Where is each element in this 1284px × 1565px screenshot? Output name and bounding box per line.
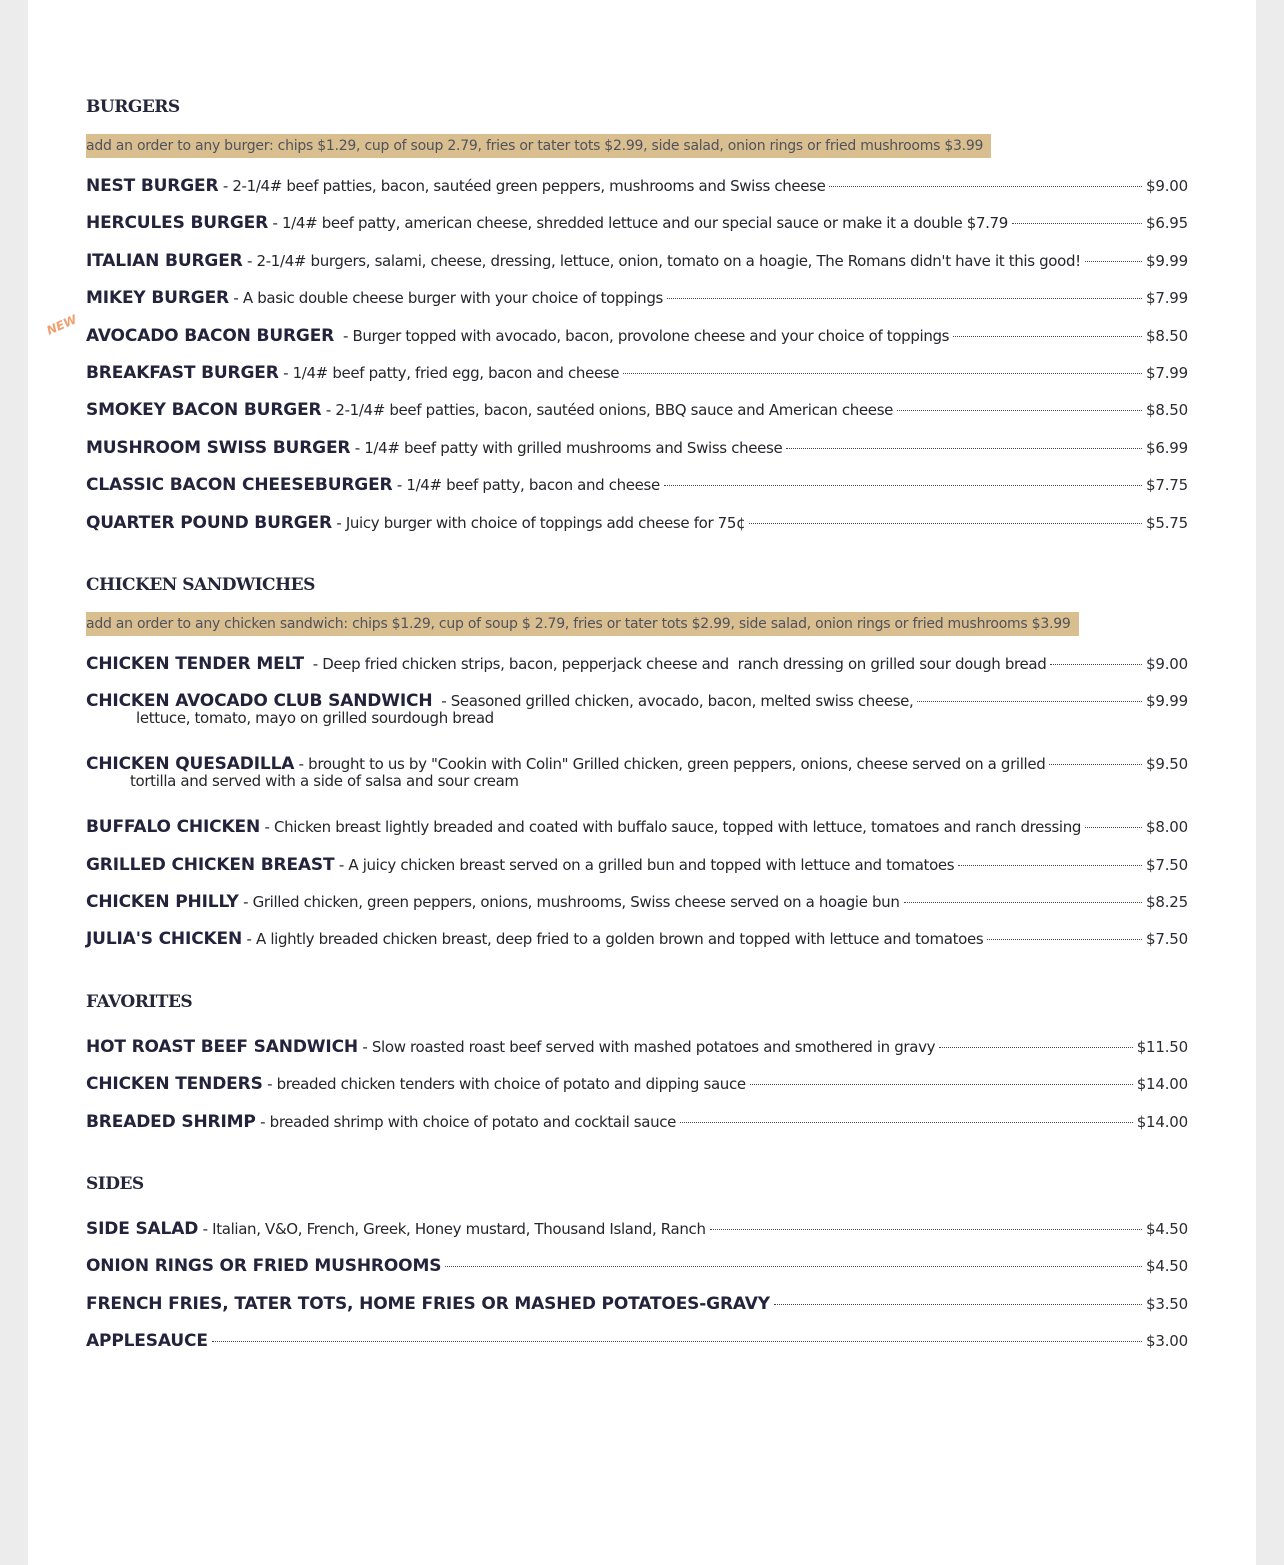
menu-item — [86, 1286, 1188, 1323]
item-name: QUARTER POUND BURGER — [86, 512, 332, 533]
item-price: $11.50 — [1136, 1037, 1188, 1056]
dot-leader — [987, 939, 1142, 940]
item-price: $3.50 — [1146, 1294, 1188, 1313]
menu-item — [86, 1066, 1188, 1103]
spacer — [86, 542, 1188, 572]
item-name: ITALIAN BURGER — [86, 250, 243, 271]
item-description: - Juicy burger with choice of toppings add cheese for 75¢ — [331, 513, 746, 532]
item-price: $9.00 — [1146, 177, 1188, 195]
menu-item — [86, 1323, 1188, 1360]
menu-page — [28, 0, 1256, 1565]
item-price: $6.99 — [1146, 438, 1188, 457]
item-price: $5.75 — [1146, 513, 1188, 532]
item-price: $8.50 — [1146, 401, 1188, 420]
menu-item — [86, 1029, 1188, 1066]
item-price: $4.50 — [1146, 1220, 1188, 1239]
section-title: CHICKEN SANDWICHES — [86, 574, 315, 595]
item-name: BREAKFAST BURGER — [86, 362, 279, 383]
item-price: $8.25 — [1146, 893, 1188, 912]
item-description: - 1/4# beef patty, fried egg, bacon and cheese — [278, 363, 620, 382]
add-on-banner: add an order to any chicken sandwich: chips $1.29, cup of soup $ 2.79, fries or tater tots $2.99, side salad, onion rings or fried mushrooms $3.99 — [86, 612, 1079, 636]
dot-leader — [786, 448, 1142, 449]
menu-item — [86, 921, 1188, 958]
item-price: $7.99 — [1146, 363, 1188, 382]
menu-item — [86, 1104, 1188, 1141]
item-description-continued: tortilla and served with a side of salsa and sour cream — [130, 772, 519, 791]
item-description: - Burger topped with avocado, bacon, provolone cheese and your choice of toppings — [334, 326, 950, 345]
dot-leader — [958, 865, 1142, 866]
dot-leader — [774, 1304, 1142, 1305]
spacer — [86, 959, 1188, 989]
item-name: CHICKEN TENDER MELT — [86, 653, 304, 674]
item-description: - A basic double cheese burger with your choice of toppings — [228, 289, 663, 308]
item-name: BUFFALO CHICKEN — [86, 817, 261, 838]
section-title: BURGERS — [86, 97, 180, 117]
item-price: $9.99 — [1146, 251, 1188, 270]
new-badge: NEW — [44, 311, 79, 338]
item-price: $8.00 — [1146, 818, 1188, 837]
item-description: - Grilled chicken, green peppers, onions, mushrooms, Swiss cheese served on a hoagie bun — [238, 893, 900, 912]
item-name: APPLESAUCE — [86, 1331, 208, 1352]
item-price: $3.00 — [1146, 1332, 1188, 1351]
dot-leader — [750, 1084, 1133, 1085]
dot-leader — [1012, 223, 1142, 224]
item-description: - 2-1/4# beef patties, bacon, sautéed onions, BBQ sauce and American cheese — [321, 401, 894, 420]
item-description: - brought to us by "Cookin with Colin" Grilled chicken, green peppers, onions, cheese served on a grilled — [294, 755, 1046, 774]
menu-item — [86, 847, 1188, 884]
spacer — [86, 1197, 1188, 1211]
section-chicken-sandwiches — [86, 572, 1188, 959]
section-favorites — [86, 989, 1188, 1141]
dot-leader — [1049, 764, 1142, 765]
item-description: - Italian, V&O, French, Greek, Honey mustard, Thousand Island, Ranch — [198, 1220, 706, 1239]
spacer — [86, 1015, 1188, 1029]
dot-leader — [1085, 827, 1142, 828]
item-name: SIDE SALAD — [86, 1219, 199, 1240]
dot-leader — [445, 1266, 1142, 1267]
item-description: - A juicy chicken breast served on a grilled bun and topped with lettuce and tomatoes — [334, 855, 955, 874]
item-name: FRENCH FRIES, TATER TOTS, HOME FRIES OR MASHED POTATOES-GRAVY — [86, 1293, 770, 1314]
item-name: MUSHROOM SWISS BURGER — [86, 437, 351, 458]
item-price: $8.50 — [1146, 326, 1188, 345]
menu-item — [86, 505, 1188, 542]
item-price: $7.99 — [1146, 289, 1188, 308]
dot-leader — [667, 298, 1142, 299]
add-on-banner: add an order to any burger: chips $1.29, cup of soup 2.79, fries or tater tots $2.99, side salad, onion rings or fried mushrooms $3.99 — [86, 134, 991, 158]
item-name: CHICKEN TENDERS — [86, 1074, 263, 1095]
item-description: - breaded shrimp with choice of potato and cocktail sauce — [255, 1112, 677, 1131]
item-description: - 2-1/4# beef patties, bacon, sautéed green peppers, mushrooms and Swiss cheese — [218, 177, 826, 195]
item-list — [44, 168, 1188, 542]
item-name: HERCULES BURGER — [86, 213, 269, 234]
item-name: SMOKEY BACON BURGER — [86, 400, 322, 421]
item-name: MIKEY BURGER — [86, 288, 229, 309]
dot-leader — [1050, 664, 1142, 665]
item-name: CLASSIC BACON CHEESEBURGER — [86, 475, 393, 496]
menu-item — [86, 646, 1188, 683]
dot-leader — [749, 523, 1142, 524]
menu-item — [86, 683, 1188, 746]
menu-content — [44, 94, 1188, 1361]
menu-item — [44, 311, 1188, 355]
menu-item — [86, 355, 1188, 392]
item-description: - breaded chicken tenders with choice of potato and dipping sauce — [262, 1075, 746, 1094]
item-name: GRILLED CHICKEN BREAST — [86, 854, 335, 875]
item-description: - Slow roasted roast beef served with mashed potatoes and smothered in gravy — [357, 1037, 936, 1056]
dot-leader — [680, 1122, 1133, 1123]
dot-leader — [664, 485, 1142, 486]
item-name: CHICKEN PHILLY — [86, 892, 239, 913]
item-description: - 2-1/4# burgers, salami, cheese, dressing, lettuce, onion, tomato on a hoagie, The Romans didn't have it this good! — [242, 251, 1081, 270]
menu-item — [86, 467, 1188, 504]
item-name: AVOCADO BACON BURGER — [86, 325, 335, 346]
dot-leader — [710, 1229, 1142, 1230]
spacer — [86, 1141, 1188, 1171]
item-description: - A lightly breaded chicken breast, deep fried to a golden brown and topped with lettuce and tomatoes — [242, 930, 984, 949]
item-price: $4.50 — [1146, 1257, 1188, 1276]
dot-leader — [829, 186, 1142, 187]
item-list — [86, 1211, 1188, 1361]
menu-item — [86, 205, 1188, 242]
dot-leader — [953, 336, 1142, 337]
item-price: $7.75 — [1146, 476, 1188, 495]
item-description: - Seasoned grilled chicken, avocado, bacon, melted swiss cheese, — [432, 692, 914, 711]
item-price: $9.00 — [1146, 654, 1188, 673]
item-price: $14.00 — [1136, 1112, 1188, 1131]
item-price: $9.50 — [1146, 755, 1188, 774]
item-description-continued: lettuce, tomato, mayo on grilled sourdough bread — [136, 709, 494, 728]
section-title: FAVORITES — [86, 991, 193, 1012]
item-price: $7.50 — [1146, 855, 1188, 874]
menu-item — [86, 430, 1188, 467]
menu-item — [86, 746, 1188, 809]
item-name: JULIA'S CHICKEN — [86, 929, 243, 950]
item-name: NEST BURGER — [86, 176, 219, 196]
dot-leader — [917, 701, 1142, 702]
menu-item — [86, 809, 1188, 846]
menu-item — [86, 168, 1188, 205]
menu-item — [86, 884, 1188, 921]
item-price: $14.00 — [1136, 1075, 1188, 1094]
item-name: HOT ROAST BEEF SANDWICH — [86, 1036, 358, 1057]
menu-item — [86, 392, 1188, 429]
dot-leader — [939, 1047, 1133, 1048]
item-description: - Deep fried chicken strips, bacon, pepperjack cheese and ranch dressing on grilled sour dough bread — [303, 654, 1047, 673]
item-name: CHICKEN AVOCADO CLUB SANDWICH — [86, 691, 433, 712]
dot-leader — [1085, 261, 1142, 262]
item-list — [86, 646, 1188, 959]
item-name: ONION RINGS OR FRIED MUSHROOMS — [86, 1256, 442, 1277]
menu-item — [86, 1211, 1188, 1248]
item-description: - 1/4# beef patty, bacon and cheese — [392, 476, 660, 495]
item-price: $7.50 — [1146, 930, 1188, 949]
item-price: $9.99 — [1146, 692, 1188, 711]
item-list — [86, 1029, 1188, 1141]
item-price: $6.95 — [1146, 214, 1188, 233]
menu-item — [86, 1248, 1188, 1285]
item-name: BREADED SHRIMP — [86, 1111, 256, 1132]
dot-leader — [212, 1341, 1142, 1342]
section-burgers — [44, 94, 1188, 542]
dot-leader — [904, 902, 1143, 903]
dot-leader — [623, 373, 1142, 374]
section-sides — [86, 1171, 1188, 1361]
item-name: CHICKEN QUESADILLA — [86, 754, 295, 775]
item-description: - 1/4# beef patty with grilled mushrooms and Swiss cheese — [350, 438, 783, 457]
section-title: SIDES — [86, 1174, 144, 1195]
menu-item — [86, 280, 1188, 317]
item-description: - Chicken breast lightly breaded and coated with buffalo sauce, topped with lettuce, tomatoes and ranch dressing — [260, 818, 1082, 837]
dot-leader — [897, 410, 1142, 411]
item-description: - 1/4# beef patty, american cheese, shredded lettuce and our special sauce or make it a double $7.79 — [268, 214, 1008, 233]
menu-item — [86, 243, 1188, 280]
